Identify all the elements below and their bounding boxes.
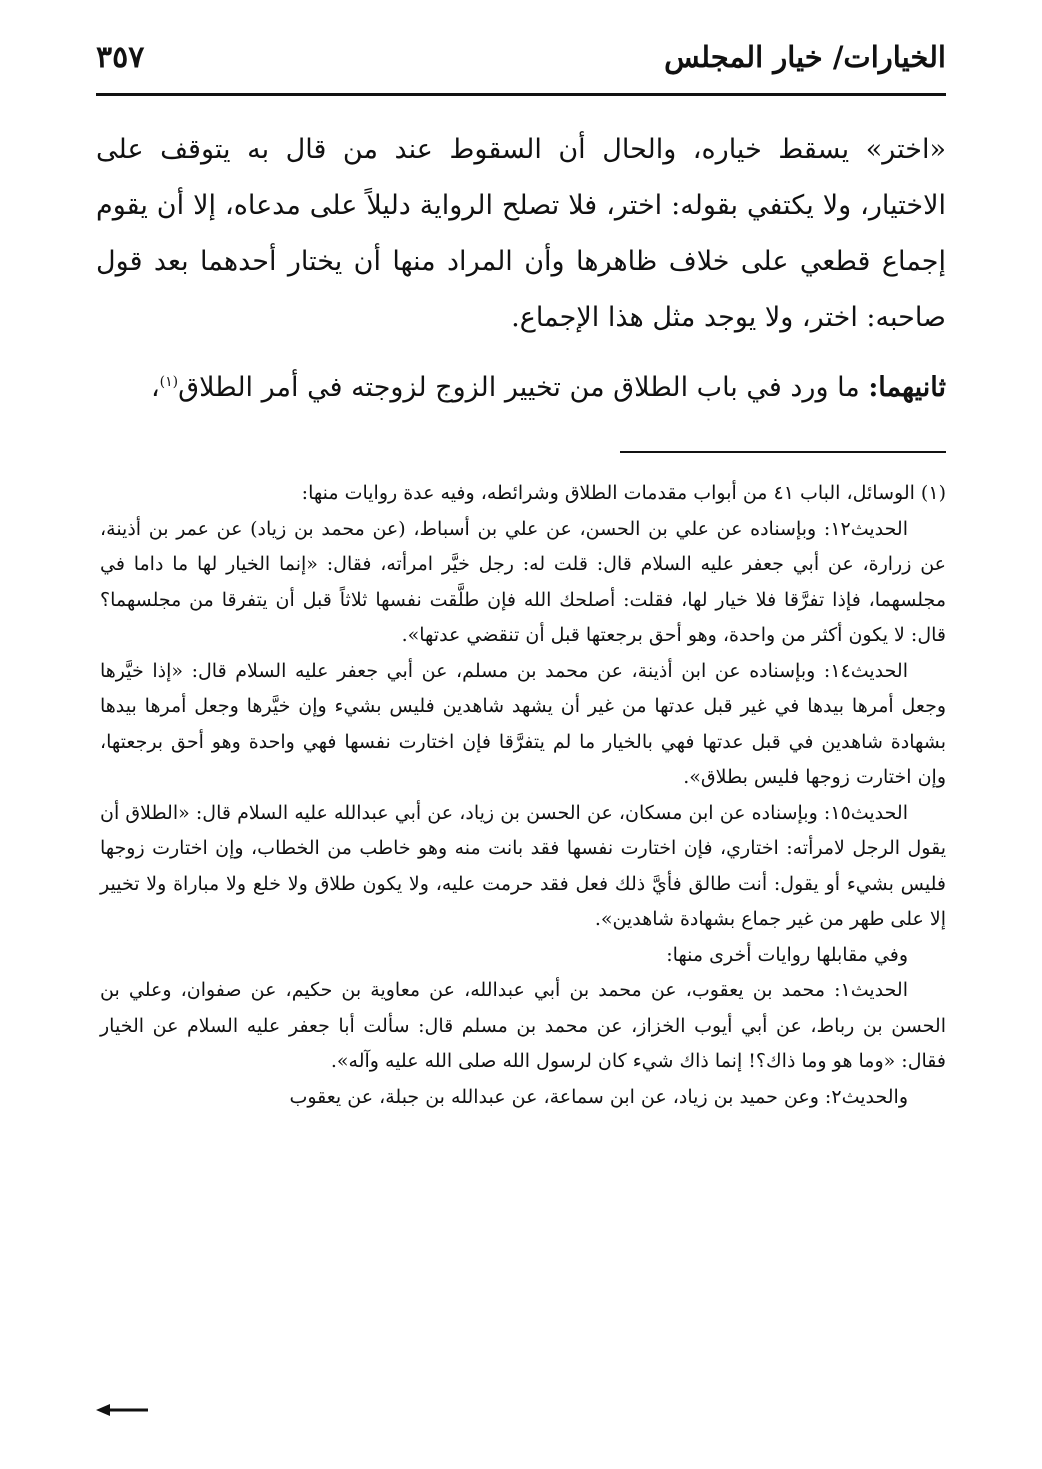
- footnote-rule: [620, 451, 946, 453]
- paragraph-lead: ثانيهما:: [868, 372, 946, 403]
- footnote-item: الحديث١: محمد بن يعقوب، عن محمد بن أبي عبدالله، عن معاوية بن حكيم، عن صفوان، وعلي بن الحسن بن رباط، عن أبي أيوب الخزاز، عن محمد بن مسلم قال: سألت أبا جعفر عليه السلام عن الخيار فقال: «وما هو وما ذاك؟! إنما ذاك شيء كان لرسول الله صلى الله عليه وآله».: [100, 979, 946, 1072]
- footnote-item: الحديث١٤: وبإسناده عن ابن أذينة، عن محمد بن مسلم، عن أبي جعفر عليه السلام قال: «إذا خيَّرها وجعل أمرها بيدها في غير قبل عدتها من غير أن يشهد شاهدين فليس بشيء وإن خيَّرها وجعل أمرها بيدها بشهادة شاهدين في قبل عدتها فهي بالخيار ما لم يتفرَّقا فإن اختارت نفسها فهي واحدة وهو أحق برجعتها، وإن اختارت زوجها فليس بطلاق».: [100, 659, 946, 788]
- page-number: ٣٥٧: [96, 40, 145, 75]
- left-arrow-icon: [96, 1402, 148, 1418]
- footnote-item: الحديث١٥: وبإسناده عن ابن مسكان، عن الحسن بن زياد، عن أبي عبدالله عليه السلام قال: «الطلاق أن يقول الرجل لامرأته: اختاري، فإن اختارت نفسها فقد بانت منه وهو خاطب من الخطاب، وإن اختارت زوجها فليس بشيء أو يقول: أنت طالق فأيَّ ذلك فعل فقد حرمت عليه، ولا يكون طلاق ولا خلع ولا مباراة ولا تخيير إلا على طهر من غير جماع بشهادة شاهدين».: [100, 801, 946, 930]
- footnote-item: وفي مقابلها روايات أخرى منها:: [666, 943, 908, 966]
- footnote-item: الحديث١٢: وبإسناده عن علي بن الحسن، عن علي بن أسباط، (عن محمد بن زياد) عن عمر بن أذينة، عن زرارة، عن أبي جعفر عليه السلام قال: قلت له: رجل خيَّر امرأته، فقال: «إنما الخيار لها ما داما في مجلسهما، فإذا تفرَّقا فلا خيار لها، فقلت: أصلحك الله فإن طلَّقت نفسها ثلاثاً قبل أن يتفرقا من مجلسهما؟ قال: لا يكون أكثر من واحدة، وهو أحق برجعتها قبل أن تنقضي عدتها».: [100, 517, 946, 646]
- header-rule: [96, 93, 946, 96]
- paragraph-text: ما ورد في باب الطلاق من تخيير الزوج لزوجته في أمر الطلاق: [178, 372, 869, 403]
- main-paragraph: «اختر» يسقط خياره، والحال أن السقوط عند من قال به يتوقف على الاختيار، ولا يكتفي بقوله: اختر، فلا تصلح الرواية دليلاً على مدعاه، إلا أن يقوم إجماع قطعي على خلاف ظاهرها وأن المراد منها أن يختار أحدهما بعد قول صاحبه: اختر، ولا يوجد مثل هذا الإجماع.: [96, 134, 946, 333]
- footnotes: [100, 476, 946, 1115]
- main-text: [96, 122, 946, 416]
- footnote-item: (١) الوسائل، الباب ٤١ من أبواب مقدمات الطلاق وشرائطه، وفيه عدة روايات منها:: [301, 482, 946, 504]
- paragraph-end: ،: [150, 372, 160, 403]
- main-paragraph: [96, 360, 946, 416]
- running-title: الخيارات/ خيار المجلس: [664, 40, 946, 74]
- running-header: [96, 36, 946, 96]
- footnote-reference: (١): [159, 374, 179, 390]
- footnote-item: والحديث٢: وعن حميد بن زياد، عن ابن سماعة، عن عبدالله بن جبلة، عن يعقوب: [289, 1085, 908, 1108]
